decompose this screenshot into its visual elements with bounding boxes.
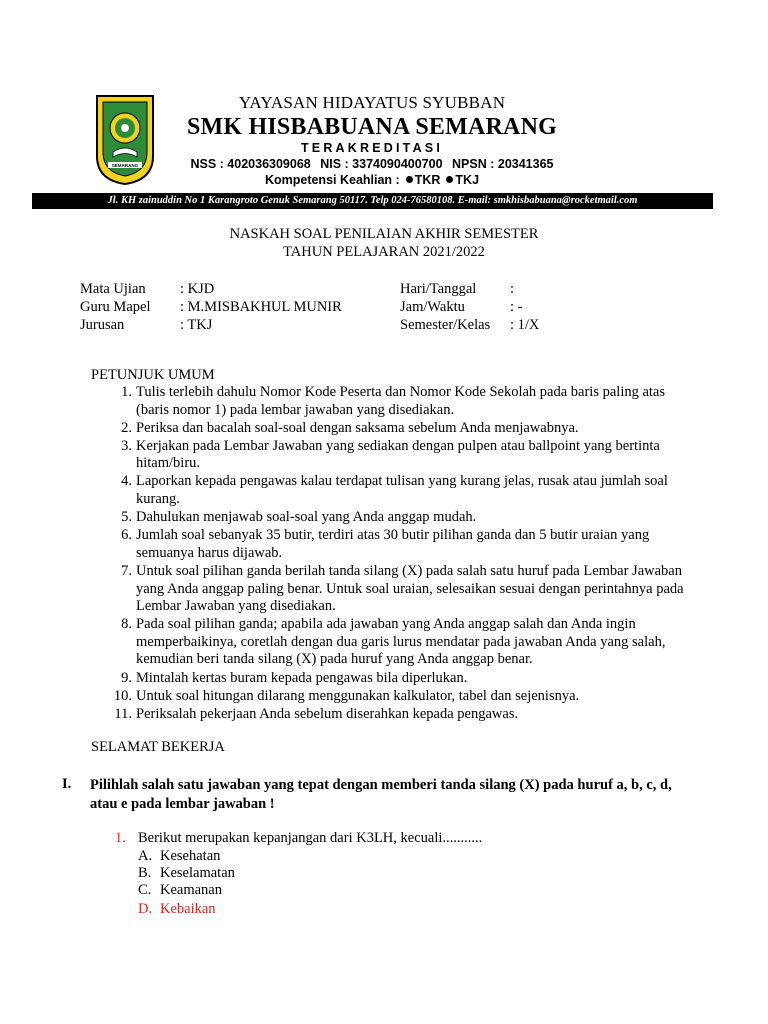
info-value-major: : TKJ	[180, 317, 213, 333]
info-label-subject: Mata Ujian	[80, 281, 146, 297]
section-number: I.	[62, 776, 72, 792]
instructions-heading: PETUNJUK UMUM	[91, 367, 215, 383]
question-text: Berikut merupakan kepanjangan dari K3LH, kecuali...........	[138, 830, 483, 846]
nss-number: NSS : 402036309068	[190, 157, 311, 171]
option-letter: D.	[138, 901, 153, 917]
option-text: Kesehatan	[160, 848, 221, 864]
info-value-time: : -	[510, 299, 523, 315]
info-label-major: Jurusan	[80, 317, 125, 333]
academic-year: TAHUN PELAJARAN 2021/2022	[283, 244, 485, 260]
question-number: 1.	[115, 830, 126, 846]
info-label-teacher: Guru Mapel	[80, 299, 151, 315]
info-label-time: Jam/Waktu	[400, 299, 465, 315]
instructions-list	[112, 384, 692, 724]
exam-title: NASKAH SOAL PENILAIAN AKHIR SEMESTER	[229, 226, 539, 242]
instruction-item: 8. Pada soal pilihan ganda; apabila ada jawaban yang Anda anggap salah dan Anda ingin memperbaikinya, coretlah dengan dua garis lurus mendatar pada jawaban Anda yang salah, kemudian beri tanda silang (X) pada huruf yang Anda anggap benar.	[121, 616, 666, 668]
instruction-item: 3. Kerjakan pada Lembar Jawaban yang sediakan dengan pulpen atau ballpoint yang bertinta hitam/biru.	[121, 437, 660, 472]
option-letter: A.	[138, 848, 153, 864]
instruction-item: 9. Mintalah kertas buram kepada pengawas bila diperlukan.	[121, 669, 468, 686]
instruction-item: 10. Untuk soal hitungan dilarang menggunakan kalkulator, tabel dan sejenisnya.	[113, 687, 580, 704]
accreditation-status: TERAKREDITASI	[300, 141, 444, 155]
competency-tkj: TKJ	[455, 173, 480, 187]
option-letter: B.	[138, 865, 152, 881]
school-logo	[94, 94, 156, 185]
school-name: SMK HISBABUANA SEMARANG	[187, 114, 557, 140]
logo-text: SEMARANG	[111, 163, 139, 168]
option-text: Keamanan	[160, 882, 222, 898]
instruction-item: 7. Untuk soal pilihan ganda berilah tanda silang (X) pada salah satu huruf pada Lembar Jawaban yang Anda anggap paling benar. Untuk soal uraian, selesaikan sesuai dengan perintahnya pada Lembar Jawaban yang disediakan.	[121, 562, 684, 615]
instruction-item: 5. Dahulukan menjawab soal-soal yang Anda anggap mudah.	[121, 509, 477, 526]
school-ids	[162, 157, 582, 171]
info-label-class: Semester/Kelas	[400, 317, 491, 333]
option-text: Keselamatan	[160, 865, 235, 881]
instruction-item: 6. Jumlah soal sebanyak 35 butir, terdiri atas 30 butir pilihan ganda dan 5 butir uraian yang semuanya harus dijawab.	[121, 527, 650, 561]
bullet-icon	[406, 176, 413, 183]
info-value-subject: : KJD	[180, 281, 215, 297]
competency-label: Kompetensi Keahlian :	[264, 173, 400, 187]
competency-line	[162, 173, 582, 187]
instruction-item: 1. Tulis terlebih dahulu Nomor Kode Peserta dan Nomor Kode Sekolah pada baris paling atas (baris nomor 1) pada lembar jawaban yang disediakan.	[121, 384, 666, 418]
instruction-item: 11. Periksalah pekerjaan Anda sebelum diserahkan kepada pengawas.	[114, 705, 519, 722]
competency-tkr: TKR	[414, 173, 441, 187]
section-instruction: Pilihlah salah satu jawaban yang tepat dengan memberi tanda silang (X) pada huruf a, b, c, d, atau e pada lembar jawaban !	[90, 777, 672, 812]
info-value-date: :	[510, 281, 515, 297]
option-text: Kebaikan	[160, 901, 216, 917]
foundation-name: YAYASAN HIDAYATUS SYUBBAN	[238, 93, 506, 112]
closing-text: SELAMAT BEKERJA	[91, 739, 225, 755]
instruction-item: 2. Periksa dan bacalah soal-soal dengan saksama sebelum Anda menjawabnya.	[121, 419, 579, 436]
option-letter: C.	[138, 882, 152, 898]
instruction-item: 4. Laporkan kepada pengawas kalau terdapat tulisan yang kurang jelas, rusak atau jumlah soal kurang.	[121, 473, 668, 508]
npsn-number: NPSN : 20341365	[452, 157, 554, 171]
info-value-class: : 1/X	[510, 317, 540, 333]
info-value-teacher: : M.MISBAKHUL MUNIR	[180, 299, 342, 315]
address-bar: Jl. KH zainuddin No 1 Karangroto Genuk Semarang 50117. Telp 024-76580108. E-mail: smkhisbabuana@rocketmail.com	[32, 193, 713, 209]
bullet-icon	[446, 176, 453, 183]
info-label-date: Hari/Tanggal	[400, 281, 477, 297]
nis-number: NIS : 3374090400700	[320, 157, 443, 171]
